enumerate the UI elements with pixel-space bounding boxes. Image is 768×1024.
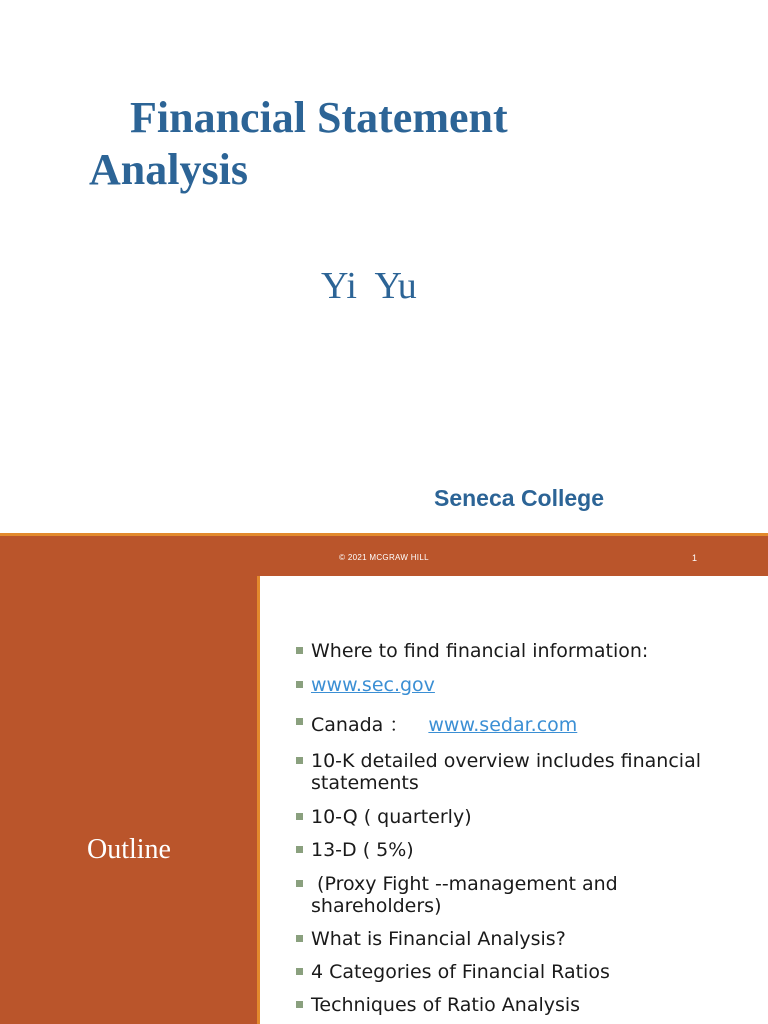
institution-name: Seneca College	[434, 485, 605, 511]
list-item	[296, 873, 736, 917]
bullet-square-icon	[296, 681, 303, 688]
bullet-square-icon	[296, 647, 303, 654]
bullet-text: Where to find financial information:	[311, 640, 649, 662]
bullet-text: (Proxy Fight --management and shareholders)	[311, 873, 624, 917]
bullet-text: What is Financial Analysis?	[311, 928, 566, 950]
bullet-text: Canada	[311, 714, 384, 736]
bullet-square-icon	[296, 935, 303, 942]
colon-text: ：	[389, 714, 409, 736]
bullet-square-icon	[296, 968, 303, 975]
bullet-text: Techniques of Ratio Analysis	[311, 994, 581, 1016]
outline-slide	[0, 576, 768, 1024]
bullet-square-icon	[296, 1001, 303, 1008]
bullet-text: 13-D ( 5%)	[311, 839, 414, 861]
bullet-panel	[257, 576, 768, 1024]
sedar-link[interactable]: www.sedar.com	[428, 714, 578, 736]
bullet-text: 10-Q ( quarterly)	[311, 806, 472, 828]
bullet-square-icon	[296, 846, 303, 853]
list-item	[296, 928, 736, 950]
sec-link[interactable]: www.sec.gov	[311, 674, 435, 696]
list-item	[296, 714, 736, 736]
section-label: Outline	[87, 834, 171, 865]
bullet-square-icon	[296, 813, 303, 820]
bullet-text: 10-K detailed overview includes financial statements	[311, 750, 702, 794]
slide-footer	[0, 533, 768, 576]
bullet-square-icon	[296, 757, 303, 764]
list-item	[296, 750, 736, 794]
list-item	[296, 674, 736, 696]
list-item	[296, 806, 736, 828]
copyright-text: © 2021 MCGRAW HILL	[339, 553, 429, 562]
slide-title-line-1: Financial Statement	[130, 93, 508, 142]
list-item	[296, 961, 736, 983]
list-item	[296, 640, 736, 662]
list-item	[296, 839, 736, 861]
page-number: 1	[692, 553, 698, 563]
bullet-square-icon	[296, 718, 303, 725]
slide-title-line-2: Analysis	[89, 145, 248, 194]
author-name: Yi Yu	[321, 265, 417, 307]
bullet-square-icon	[296, 880, 303, 887]
bullet-text: 4 Categories of Financial Ratios	[311, 961, 610, 983]
list-item	[296, 994, 736, 1016]
